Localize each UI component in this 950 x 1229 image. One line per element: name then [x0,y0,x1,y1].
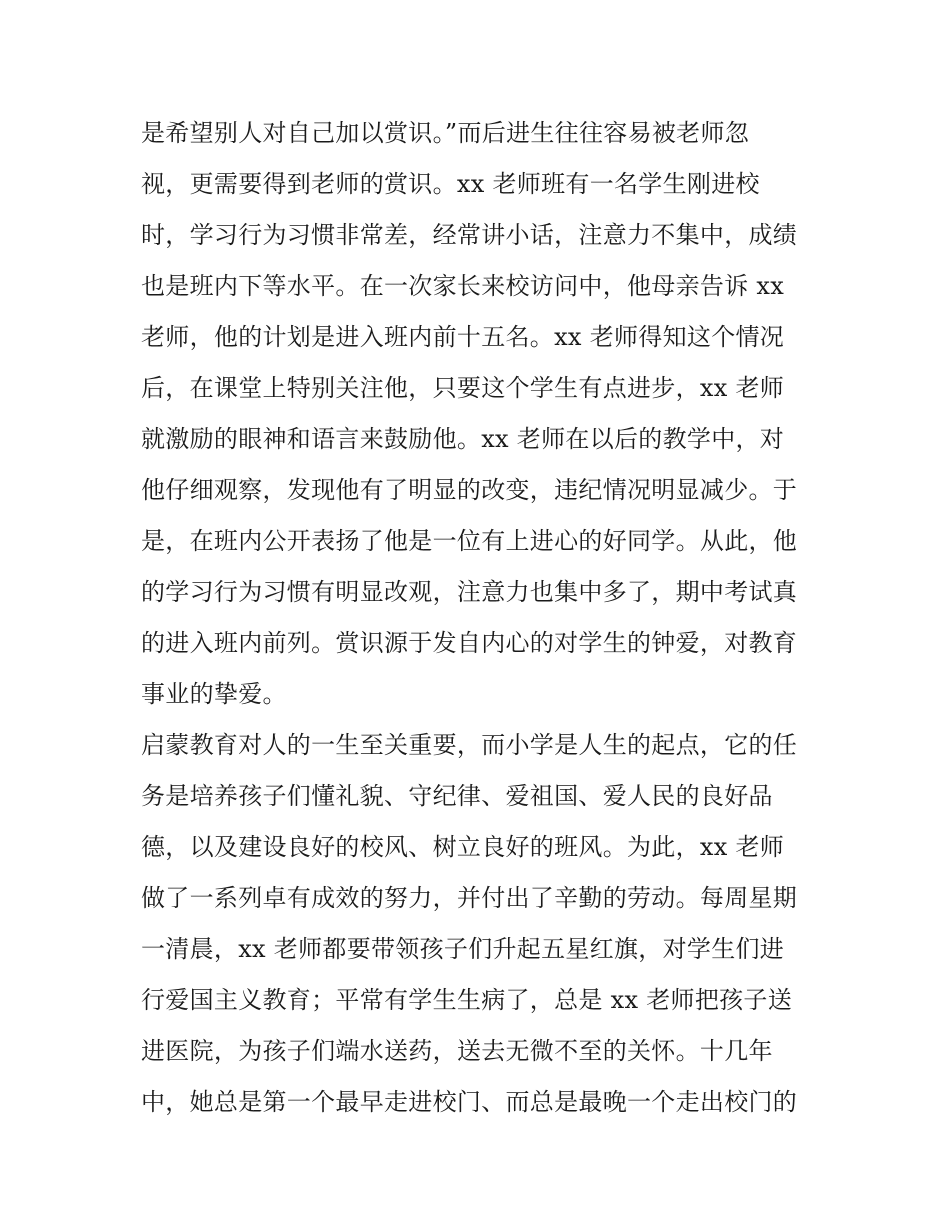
document-body [141,108,821,1128]
text-line: 行爱国主义教育；平常有学生生病了，总是 xx 老师把孩子送 [141,986,793,1014]
text-line: 德，以及建设良好的校风、树立良好的班风。为此，xx 老师 [141,833,785,861]
text-line: 就激励的眼神和语言来鼓励他。xx 老师在以后的教学中，对 [141,425,785,453]
text-line: 中，她总是第一个最早走进校门、而总是最晚一个走出校门的 [141,1088,798,1116]
text-line: 进医院，为孩子们端水送药，送去无微不至的关怀。十几年 [141,1037,773,1065]
text-line: 做了一系列卓有成效的努力，并付出了辛勤的劳动。每周星期 [141,884,798,912]
text-line: 一清晨，xx 老师都要带领孩子们升起五星红旗，对学生们进 [141,935,785,963]
text-line: 视，更需要得到老师的赏识。xx 老师班有一名学生刚进校 [141,170,760,198]
text-line: 务是培养孩子们懂礼貌、守纪律、爱祖国、爱人民的良好品 [141,782,773,810]
text-line: 的学习行为习惯有明显改观，注意力也集中多了，期中考试真 [141,578,798,606]
text-line: 事业的挚爱。 [141,680,287,708]
text-line: 老师，他的计划是进入班内前十五名。xx 老师得知这个情况 [141,323,785,351]
text-line: 启蒙教育对人的一生至关重要，而小学是人生的起点，它的任 [141,731,798,759]
text-line: 时，学习行为习惯非常差，经常讲小话，注意力不集中，成绩 [141,221,798,249]
text-line: 他仔细观察，发现他有了明显的改变，违纪情况明显减少。于 [141,476,798,504]
text-line: 是希望别人对自己加以赏识。”而后进生往往容易被老师忽 [141,119,750,147]
text-line: 是，在班内公开表扬了他是一位有上进心的好同学。从此，他 [141,527,798,555]
text-line: 的进入班内前列。赏识源于发自内心的对学生的钟爱，对教育 [141,629,798,657]
text-line: 也是班内下等水平。在一次家长来校访问中，他母亲告诉 xx [141,272,785,300]
text-line: 后，在课堂上特别关注他，只要这个学生有点进步，xx 老师 [141,374,785,402]
